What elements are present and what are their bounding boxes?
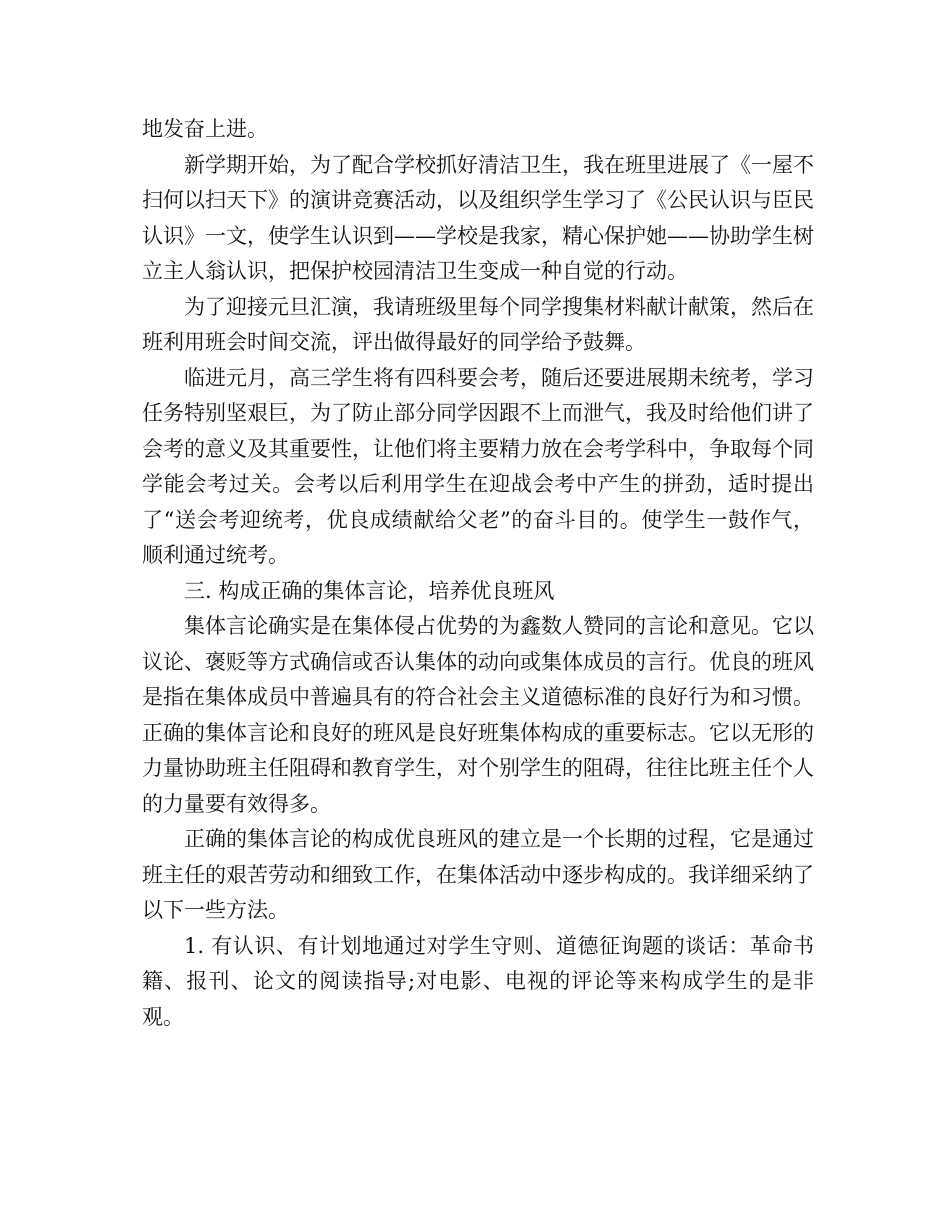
document-body <box>142 112 814 1035</box>
paragraph-class-spirit-process: 正确的集体言论的构成优良班风的建立是一个长期的过程，它是通过班主任的艰苦劳动和细致工作，在集体活动中逐步构成的。我详细采纳了以下一些方法。 <box>142 827 814 922</box>
paragraph-exam-preparation: 临进元月，高三学生将有四科要会考，随后还要进展期未统考，学习任务特别坚艰巨，为了防止部分同学因跟不上而泄气，我及时给他们讲了会考的意义及其重要性，让他们将主要精力放在会考学科中，争取每个同学能会考过关。会考以后利用学生在迎战会考中产生的拼劲，适时提出了“送会考迎统考，优良成绩献给父老”的奋斗目的。使学生一鼓作气，顺利通过统考。 <box>142 365 814 567</box>
paragraph-cleanliness-activity: 新学期开始，为了配合学校抓好清洁卫生，我在班里进展了《一屋不扫何以扫天下》的演讲竞赛活动，以及组织学生学习了《公民认识与臣民认识》一文，使学生认识到——学校是我家，精心保护她——协助学生树立主人翁认识，把保护校园清洁卫生变成一种自觉的行动。 <box>142 152 814 283</box>
section-heading-three: 三. 构成正确的集体言论，培养优良班风 <box>184 578 555 603</box>
paragraph-method-one: 1. 有认识、有计划地通过对学生守则、道德征询题的谈话：革命书籍、报刊、论文的阅读指导;对电影、电视的评论等来构成学生的是非观。 <box>142 933 814 1029</box>
paragraph-collective-opinion: 集体言论确实是在集体侵占优势的为鑫数人赞同的言论和意见。它以议论、褒贬等方式确信或否认集体的动向或集体成员的言行。优良的班风是指在集体成员中普遍具有的符合社会主义道德标准的良好行为和习惯。正确的集体言论和良好的班风是良好班集体构成的重要标志。它以无形的力量协助班主任阻碍和教育学生，对个别学生的阻碍，往往比班主任个人的力量要有效得多。 <box>142 614 814 816</box>
paragraph-continuation: 地发奋上进。 <box>142 117 268 141</box>
paragraph-new-year-performance: 为了迎接元旦汇演，我请班级里每个同学搜集材料献计献策，然后在班利用班会时间交流，评出做得最好的同学给予鼓舞。 <box>142 294 814 354</box>
